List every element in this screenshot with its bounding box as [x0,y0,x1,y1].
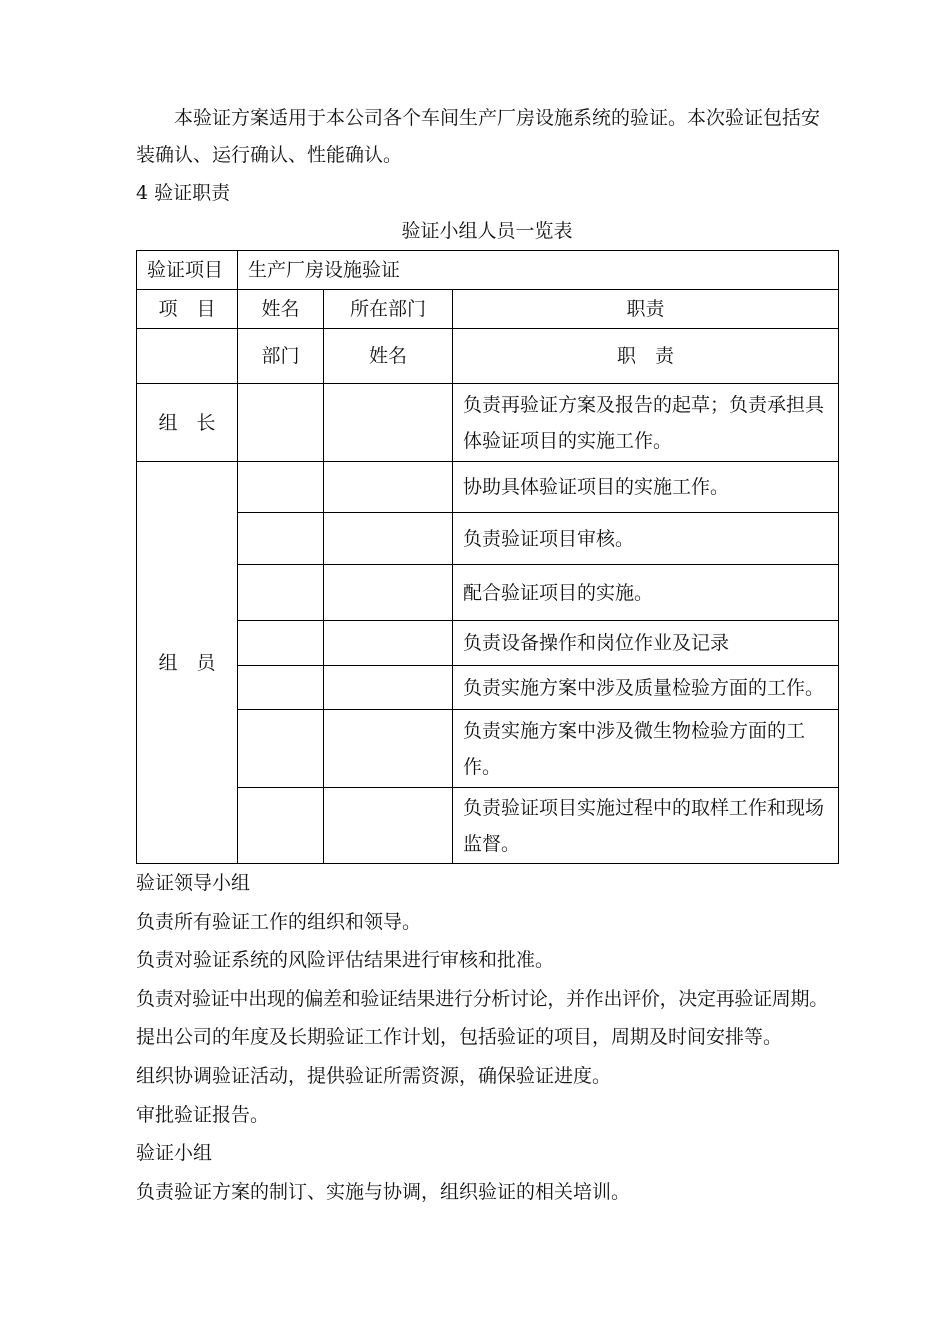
project-value-cell: 生产厂房设施验证 [238,251,839,290]
document-page [136,100,838,1211]
leader-duty-cell: 负责再验证方案及报告的起草；负责承担具体验证项目的实施工作。 [453,384,839,462]
header-cell: 姓名 [238,290,324,329]
member-duty-cell: 负责验证项目实施过程中的取样工作和现场监督。 [453,788,839,864]
table-caption: 验证小组人员一览表 [401,220,573,242]
empty-cell [324,462,453,513]
member-duty-cell: 协助具体验证项目的实施工作。 [453,462,839,513]
leadership-line: 负责对验证中出现的偏差和验证结果进行分析讨论，并作出评价，决定再验证周期。 [136,987,828,1010]
table-row [137,513,839,565]
validation-team-table [136,250,839,864]
project-label-cell: 验证项目 [137,251,238,290]
table-row [137,462,839,513]
empty-cell [238,513,324,565]
member-duty-cell: 负责实施方案中涉及质量检验方面的工作。 [453,666,839,710]
team-title: 验证小组 [136,1142,213,1165]
table-header-row [137,329,839,384]
empty-cell [324,513,453,565]
member-duty-cell: 负责实施方案中涉及微生物检验方面的工作。 [453,710,839,788]
leadership-line: 负责对验证系统的风险评估结果进行审核和批准。 [136,949,555,972]
header-cell: 姓名 [324,329,453,384]
header-cell: 所在部门 [324,290,453,329]
header-cell: 部门 [238,329,324,384]
table-row [137,565,839,621]
leadership-line: 组织协调验证活动，提供验证所需资源，确保验证进度。 [136,1064,612,1087]
empty-cell [238,565,324,621]
empty-cell [324,666,453,710]
table-row [137,666,839,710]
intro-paragraph: 本验证方案适用于本公司各个车间生产厂房设施系统的验证。本次验证包括安装确认、运行确认、性能确认。 [136,107,821,166]
leader-role-cell: 组 长 [137,384,238,462]
empty-cell [238,384,324,462]
member-duty-cell: 配合验证项目的实施。 [453,565,839,621]
table-row [137,788,839,864]
member-duty-cell: 负责设备操作和岗位作业及记录 [453,621,839,666]
empty-cell [238,462,324,513]
empty-cell [324,384,453,462]
empty-cell [324,710,453,788]
header-cell: 职责 [453,290,839,329]
table-row [137,621,839,666]
empty-cell [238,666,324,710]
leadership-line: 审批验证报告。 [136,1103,270,1126]
leadership-section [136,864,838,1134]
header-cell: 职 责 [453,329,839,384]
empty-cell [238,788,324,864]
section-heading: 4 验证职责 [136,182,231,204]
leadership-line: 负责所有验证工作的组织和领导。 [136,910,422,933]
leadership-line: 提出公司的年度及长期验证工作计划，包括验证的项目，周期及时间安排等。 [136,1026,783,1049]
table-row [137,710,839,788]
empty-cell [238,710,324,788]
empty-cell [238,621,324,666]
team-section [136,1134,838,1211]
empty-cell [324,565,453,621]
table-header-row [137,290,839,329]
leadership-title: 验证领导小组 [136,872,251,894]
header-cell: 项 目 [137,290,238,329]
table-row [137,251,839,290]
header-cell [137,329,238,384]
empty-cell [324,788,453,864]
team-line: 负责验证方案的制订、实施与协调，组织验证的相关培训。 [136,1180,631,1203]
member-duty-cell: 负责验证项目审核。 [453,513,839,565]
empty-cell [324,621,453,666]
member-role-cell: 组 员 [137,462,238,864]
table-row [137,384,839,462]
